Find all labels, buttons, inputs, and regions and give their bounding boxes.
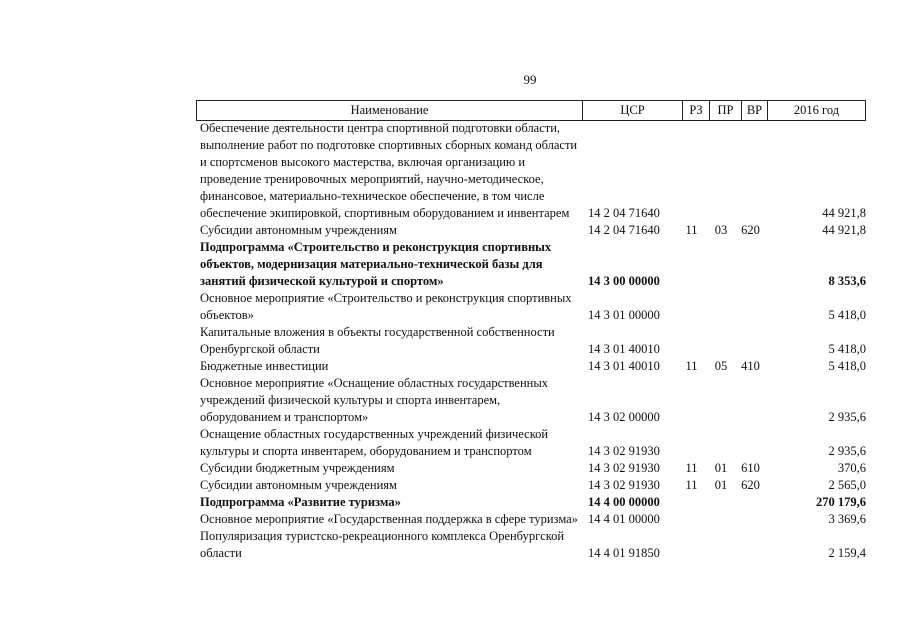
- table-header: [196, 100, 866, 121]
- row-csr: 14 3 02 91930: [588, 478, 660, 492]
- row-name: Субсидии автономным учреждениям: [200, 223, 397, 237]
- row-amount: 44 921,8: [822, 223, 866, 237]
- row-rz: 11: [685, 478, 698, 492]
- table-row: [196, 511, 866, 528]
- header-csr: ЦСР: [582, 101, 682, 120]
- row-name: Основное мероприятие «Строительство и реконструкция спортивных объектов»: [200, 291, 572, 322]
- row-amount: 2 935,6: [828, 410, 866, 424]
- row-vr: 620: [741, 223, 760, 237]
- table-body: [196, 120, 866, 562]
- row-vr: 620: [741, 478, 760, 492]
- page-number: 99: [523, 72, 537, 87]
- row-csr: 14 2 04 71640: [588, 206, 660, 220]
- row-rz: 11: [685, 223, 698, 237]
- row-csr: 14 4 01 91850: [588, 546, 660, 560]
- row-pr: 03: [714, 223, 728, 237]
- row-pr: 01: [714, 461, 728, 475]
- row-rz: 11: [685, 461, 698, 475]
- header-name: Наименование: [196, 101, 582, 120]
- row-name: Оснащение областных государственных учреждений физической культуры и спорта инвентарем, оборудованием и транспортом: [200, 427, 549, 458]
- row-amount: 3 369,6: [828, 512, 866, 526]
- row-amount: 5 418,0: [828, 308, 866, 322]
- row-name: Субсидии автономным учреждениям: [200, 478, 397, 492]
- row-amount: 5 418,0: [828, 359, 866, 373]
- row-csr: 14 3 02 91930: [588, 461, 660, 475]
- table-row: [196, 426, 866, 460]
- row-amount: 2 565,0: [828, 478, 866, 492]
- table-row: [196, 358, 866, 375]
- table-row: [196, 239, 866, 290]
- table-row: [196, 290, 866, 324]
- row-amount: 2 935,6: [828, 444, 866, 458]
- row-csr: 14 3 01 40010: [588, 342, 660, 356]
- row-csr: 14 3 01 00000: [588, 308, 660, 322]
- row-vr: 610: [741, 461, 760, 475]
- row-amount: 370,6: [837, 461, 866, 475]
- row-name: Подпрограмма «Строительство и реконструкция спортивных объектов, модернизация материально-технической базы для занятий физической культурой и спортом»: [200, 240, 552, 288]
- row-amount: 2 159,4: [828, 546, 866, 560]
- row-vr: 410: [741, 359, 760, 373]
- row-amount: 44 921,8: [822, 206, 866, 220]
- row-rz: 11: [685, 359, 698, 373]
- row-amount: 270 179,6: [816, 495, 866, 509]
- row-csr: 14 4 00 00000: [588, 495, 660, 509]
- row-csr: 14 3 00 00000: [588, 274, 660, 288]
- table-row: [196, 222, 866, 239]
- table-row: [196, 120, 866, 222]
- row-csr: 14 2 04 71640: [588, 223, 660, 237]
- row-name: Основное мероприятие «Государственная поддержка в сфере туризма»: [200, 512, 578, 526]
- row-csr: 14 4 01 00000: [588, 512, 660, 526]
- row-csr: 14 3 01 40010: [588, 359, 660, 373]
- row-amount: 5 418,0: [828, 342, 866, 356]
- row-amount: 8 353,6: [828, 274, 866, 288]
- row-csr: 14 3 02 00000: [588, 410, 660, 424]
- row-csr: 14 3 02 91930: [588, 444, 660, 458]
- row-name: Подпрограмма «Развитие туризма»: [200, 495, 401, 509]
- header-rz: РЗ: [682, 101, 709, 120]
- row-name: Субсидии бюджетным учреждениям: [200, 461, 395, 475]
- table-row: [196, 375, 866, 426]
- row-name: Популяризация туристско-рекреационного комплекса Оренбургской области: [200, 529, 565, 560]
- row-name: Основное мероприятие «Оснащение областных государственных учреждений физической культуры и спорта инвентарем, оборудованием и транспортом»: [200, 376, 548, 424]
- table-row: [196, 460, 866, 477]
- row-name: Бюджетные инвестиции: [200, 359, 329, 373]
- header-vr: ВР: [741, 101, 767, 120]
- row-pr: 01: [714, 478, 728, 492]
- table-row: [196, 494, 866, 511]
- header-pr: ПР: [709, 101, 741, 120]
- table-row: [196, 477, 866, 494]
- row-pr: 05: [714, 359, 728, 373]
- row-name: Капитальные вложения в объекты государственной собственности Оренбургской области: [200, 325, 555, 356]
- table-row: [196, 528, 866, 562]
- row-name: Обеспечение деятельности центра спортивной подготовки области, выполнение работ по подготовке спортивных сборных команд области и спортсменов высокого мастерства, включая организацию и проведение тренировочных мероприятий, научно-методическое, финансовое, материально-техническое обеспечение, в том числе обеспечение экипировкой, спортивным оборудованием и инвентарем: [200, 121, 578, 220]
- header-year: 2016 год: [767, 101, 866, 120]
- table-row: [196, 324, 866, 358]
